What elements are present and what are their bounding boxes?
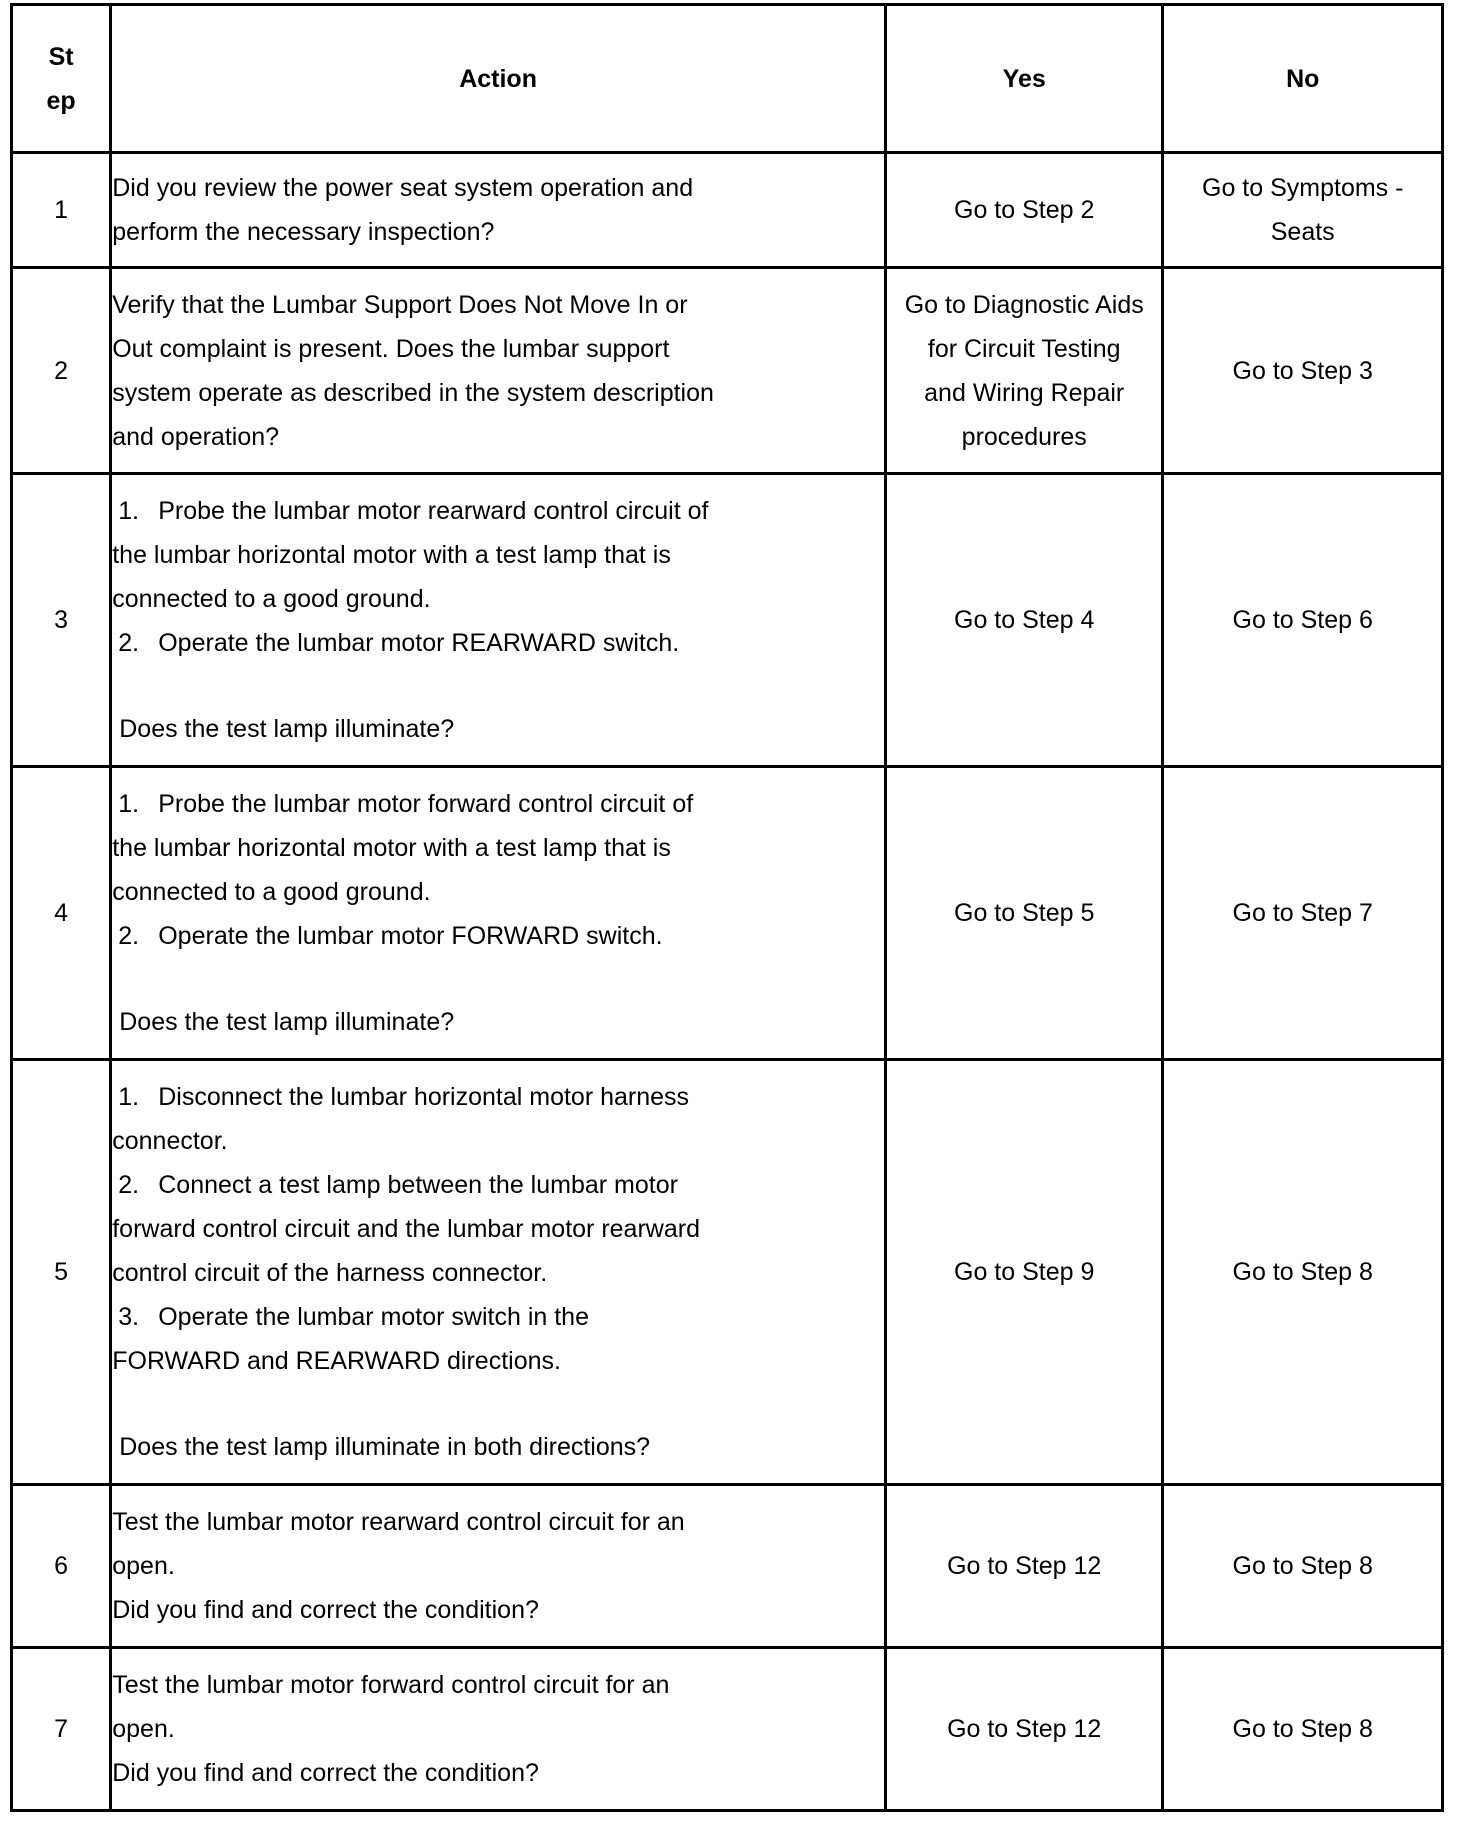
action-line: control circuit of the harness connector. [112, 1259, 548, 1287]
yes-cell: Go to Step 2 [885, 153, 1162, 268]
header-step-line2: ep [46, 86, 76, 115]
action-line: connected to a good ground. [112, 878, 431, 906]
yes-line: for Circuit Testing [927, 334, 1121, 363]
header-yes: Yes [885, 5, 1162, 153]
table-row [12, 1485, 1443, 1648]
action-question: Does the test lamp illuminate in both directions? [119, 1433, 651, 1461]
step-number: 1 [12, 153, 111, 268]
list-item [112, 914, 884, 958]
yes-line: procedures [961, 422, 1087, 451]
yes-cell: Go to Step 9 [885, 1060, 1162, 1485]
action-cell [111, 153, 886, 268]
step-number: 6 [12, 1485, 111, 1648]
no-cell: Go to Step 8 [1163, 1485, 1443, 1648]
header-action: Action [111, 5, 886, 153]
no-line: Go to Symptoms - [1202, 174, 1404, 202]
list-text: Connect a test lamp between the lumbar motor [158, 1171, 678, 1199]
action-line: forward control circuit and the lumbar motor rearward [112, 1215, 700, 1243]
table-row [12, 1648, 1443, 1811]
list-number: 2. [118, 629, 140, 657]
header-row [12, 5, 1443, 153]
list-item [112, 1295, 884, 1339]
list-number: 2. [118, 922, 140, 950]
action-line: Did you find and correct the condition? [112, 1759, 539, 1787]
list-text: Operate the lumbar motor REARWARD switch. [158, 629, 680, 657]
table-row [12, 268, 1443, 474]
list-item [112, 489, 884, 533]
step-number: 4 [12, 767, 111, 1060]
yes-line: Go to Diagnostic Aids [904, 290, 1144, 319]
action-line: Test the lumbar motor rearward control circuit for an [112, 1508, 685, 1536]
list-item [112, 782, 884, 826]
table-row [12, 153, 1443, 268]
list-text: Operate the lumbar motor FORWARD switch. [158, 922, 663, 950]
action-line: the lumbar horizontal motor with a test lamp that is [112, 834, 671, 862]
step-number: 7 [12, 1648, 111, 1811]
step-number: 5 [12, 1060, 111, 1485]
action-cell [111, 1648, 886, 1811]
list-item [112, 1163, 884, 1207]
list-item [112, 621, 884, 665]
action-line: connected to a good ground. [112, 585, 431, 613]
action-line: Did you find and correct the condition? [112, 1596, 539, 1624]
no-cell: Go to Step 8 [1163, 1060, 1443, 1485]
header-step-line1: St [48, 42, 74, 71]
action-line: open. [112, 1552, 175, 1580]
action-line: FORWARD and REARWARD directions. [112, 1347, 561, 1375]
action-line: and operation? [112, 422, 280, 451]
list-number: 1. [118, 497, 140, 525]
action-line: Verify that the Lumbar Support Does Not Move In or [112, 290, 688, 319]
table-row [12, 474, 1443, 767]
list-number: 1. [118, 790, 140, 818]
yes-cell [885, 268, 1162, 474]
table-row [12, 1060, 1443, 1485]
list-number: 2. [118, 1171, 140, 1199]
action-line: open. [112, 1715, 175, 1743]
action-question: Does the test lamp illuminate? [119, 1008, 455, 1036]
action-cell [111, 1485, 886, 1648]
list-item [112, 1075, 884, 1119]
action-line: Out complaint is present. Does the lumbar support [112, 334, 670, 363]
action-line: connector. [112, 1127, 228, 1155]
action-cell [111, 268, 886, 474]
action-line: perform the necessary inspection? [112, 218, 495, 246]
action-cell [111, 474, 886, 767]
list-text: Disconnect the lumbar horizontal motor harness [158, 1083, 690, 1111]
no-cell: Go to Step 8 [1163, 1648, 1443, 1811]
no-cell [1163, 153, 1443, 268]
list-text: Probe the lumbar motor rearward control circuit of [158, 497, 709, 525]
no-cell: Go to Step 3 [1163, 268, 1443, 474]
diagnostic-table [10, 3, 1444, 1812]
action-line: the lumbar horizontal motor with a test lamp that is [112, 541, 671, 569]
action-question: Does the test lamp illuminate? [119, 715, 455, 743]
yes-line: and Wiring Repair [924, 378, 1125, 407]
yes-cell: Go to Step 12 [885, 1485, 1162, 1648]
step-number: 2 [12, 268, 111, 474]
list-text: Operate the lumbar motor switch in the [158, 1303, 589, 1331]
yes-cell: Go to Step 4 [885, 474, 1162, 767]
action-line: Did you review the power seat system operation and [112, 174, 694, 202]
action-line: Test the lumbar motor forward control circuit for an [112, 1671, 670, 1699]
action-cell [111, 767, 886, 1060]
list-number: 3. [118, 1303, 140, 1331]
no-line: Seats [1270, 218, 1335, 246]
header-no: No [1163, 5, 1443, 153]
list-text: Probe the lumbar motor forward control circuit of [158, 790, 694, 818]
yes-cell: Go to Step 5 [885, 767, 1162, 1060]
step-number: 3 [12, 474, 111, 767]
action-line: system operate as described in the system description [112, 378, 714, 407]
yes-cell: Go to Step 12 [885, 1648, 1162, 1811]
no-cell: Go to Step 7 [1163, 767, 1443, 1060]
table-row [12, 767, 1443, 1060]
header-step [12, 5, 111, 153]
list-number: 1. [118, 1083, 140, 1111]
action-cell [111, 1060, 886, 1485]
no-cell: Go to Step 6 [1163, 474, 1443, 767]
